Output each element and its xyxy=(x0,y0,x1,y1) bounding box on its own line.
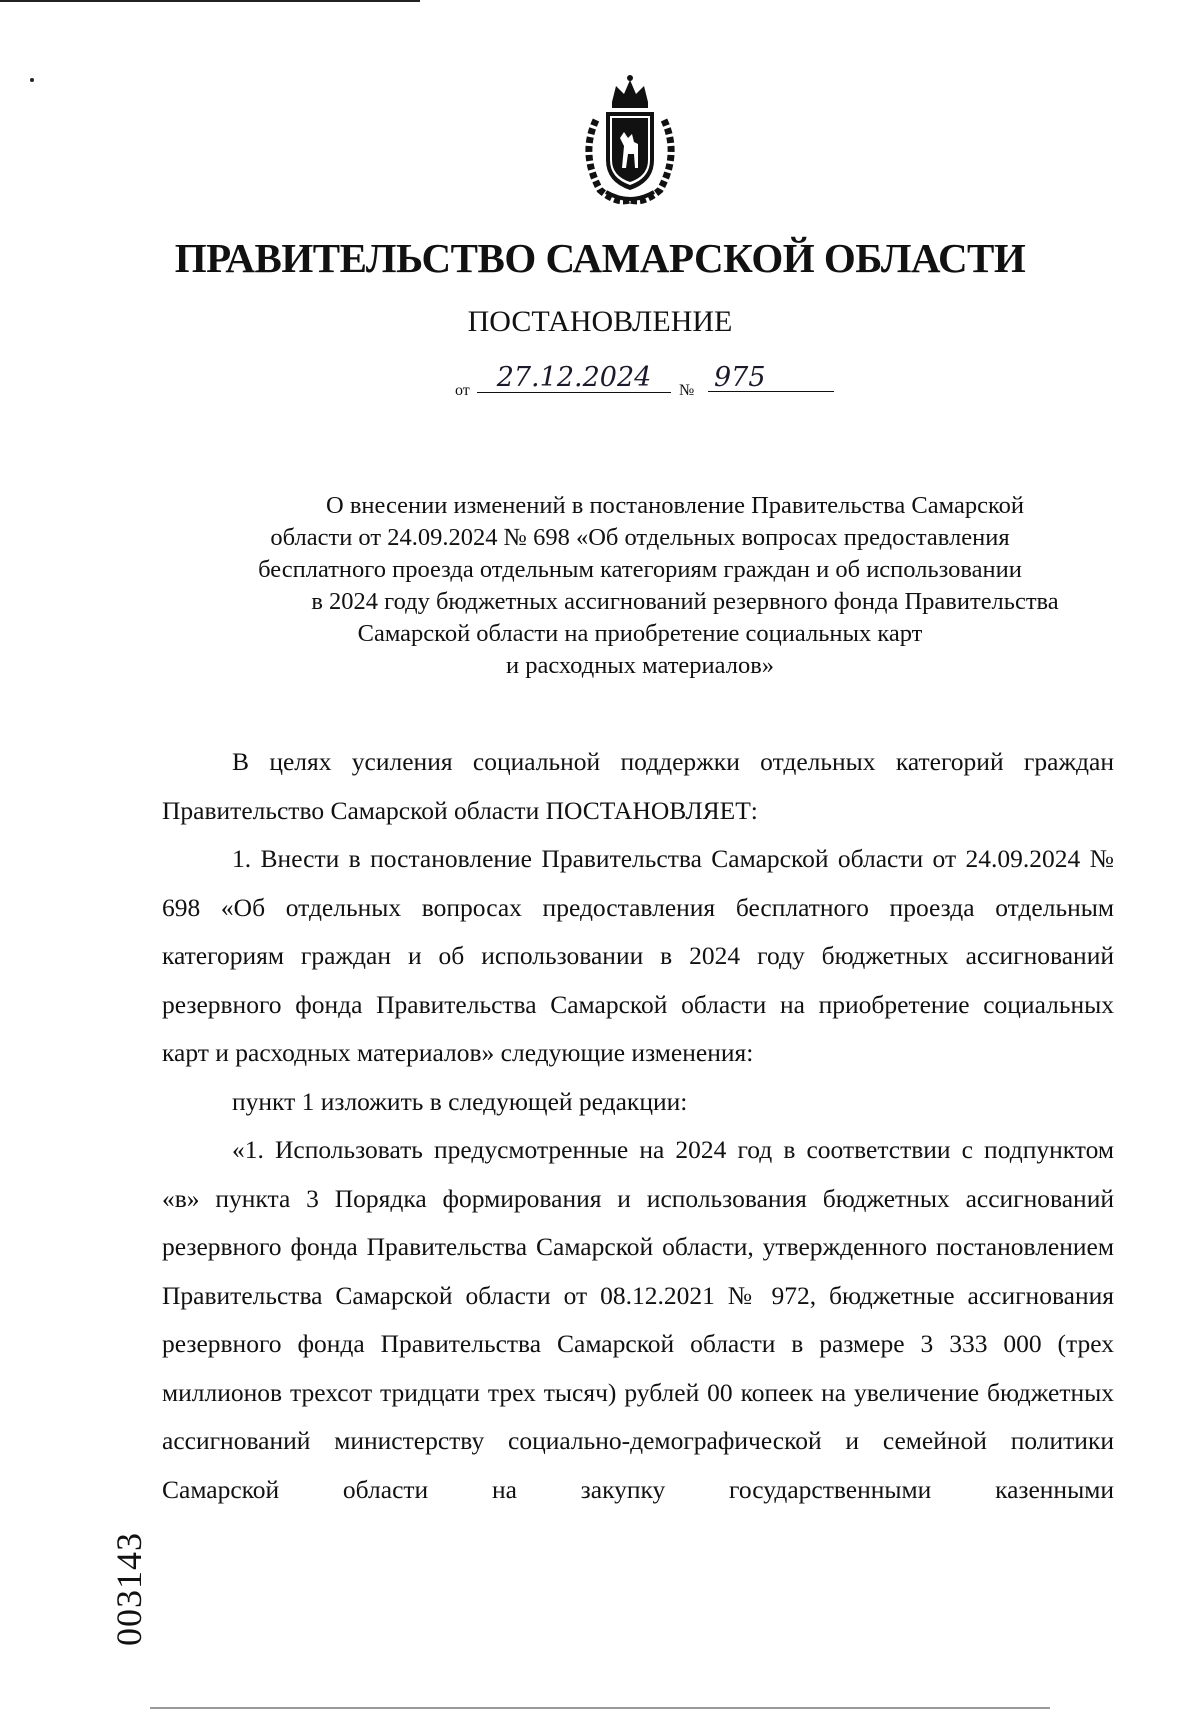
document-heading xyxy=(180,490,1100,682)
body-paragraph: В целях усиления социальной поддержки отдельных категорий граждан Правительство Самарской области ПОСТАНОВЛЯЕТ: xyxy=(162,747,1114,825)
heading-line: и расходных материалов» xyxy=(505,652,775,679)
body-paragraph: 1. Внести в постановление Правительства Самарской области от 24.09.2024 № 698 «Об отдельных вопросах предоставления бесплатного проезда отдельным категориям граждан и об использовании в 2024 году бюджетных ассигнований резервного фонда Правительства Самарской области на приобретение социальных карт и расходных материалов» следующие изменения: xyxy=(162,844,1114,1067)
heading-line: О внесении изменений в постановление Правительства Самарской xyxy=(326,492,1024,519)
heading-line: области от 24.09.2024 № 698 «Об отдельных вопросах предоставления xyxy=(270,524,1010,551)
document-date: 27.12.2024 xyxy=(477,362,671,393)
heading-line: бесплатного проезда отдельным категориям граждан и об использовании xyxy=(258,556,1022,583)
scan-edge-bottom xyxy=(150,1707,1050,1709)
document-number: 975 xyxy=(708,362,834,392)
body-paragraph: «1. Использовать предусмотренные на 2024 год в соответствии с подпунктом «в» пункта 3 Порядка формирования и использования бюджетных ассигнований резервного фонда Правительства Самарской области, утвержденного постановлением Правительства Самарской области от 08.12.2021 № 972, бюджетные ассигнования резервного фонда Правительства Самарской области в размере 3 333 000 (трех миллионов трехсот тридцати трех тысяч) рублей 00 копеек на увеличение бюджетных ассигнований министерству социально-демографической и семейной политики Самарской области на закупку государственными казенными xyxy=(162,1135,1114,1504)
document-type: ПОСТАНОВЛЕНИЕ xyxy=(467,305,733,338)
scan-speck xyxy=(30,78,34,82)
document-body xyxy=(162,738,1114,1514)
organization-title: ПРАВИТЕЛЬСТВО САМАРСКОЙ ОБЛАСТИ xyxy=(174,235,1026,281)
serial-number: 003143 xyxy=(109,1532,149,1646)
scan-edge-top xyxy=(0,0,420,2)
body-paragraph: пункт 1 изложить в следующей редакции: xyxy=(232,1086,688,1116)
number-prefix: № xyxy=(679,382,695,399)
heading-line: в 2024 году бюджетных ассигнований резервного фонда Правительства xyxy=(311,588,1059,615)
date-prefix: от xyxy=(455,382,470,399)
coat-of-arms-icon xyxy=(572,72,688,208)
heading-line: Самарской области на приобретение социальных карт xyxy=(357,620,923,647)
